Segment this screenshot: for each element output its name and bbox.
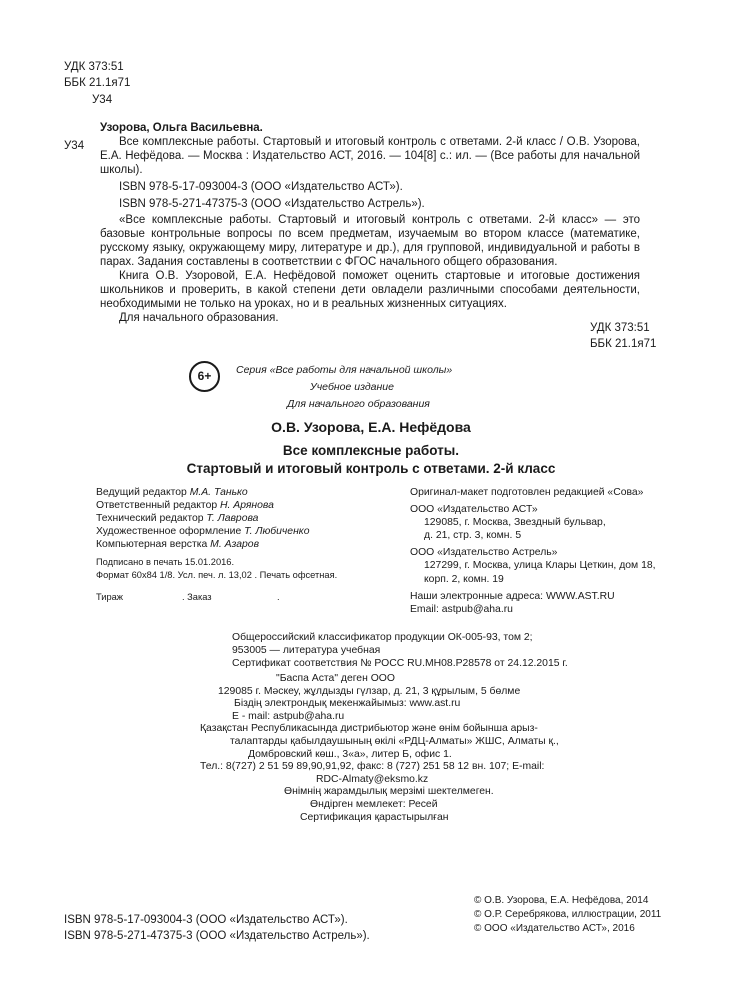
credit-art-design: Художественное оформление Т. Любиченко: [96, 526, 310, 538]
biblio-author-mark: У34: [64, 140, 85, 152]
biblio-description: Все комплексные работы. Стартовый и итоговый контроль с ответами. 2-й класс / О.В. Узорова, Е.А. Нефёдова. — Москва : Издательство АСТ, 2016. — 104[8] с.: ил. — (Все работы для начальной школы).: [100, 135, 640, 176]
kazakh-line: талаптарды қабылдаушының өкілі «РДЦ-Алматы» ЖШС, Алматы қ.,: [230, 735, 559, 747]
age-rating-badge: 6+: [189, 361, 220, 392]
biblio-annotation-3: Для начального образования.: [119, 311, 279, 324]
print-zakaz: . Заказ: [182, 592, 212, 602]
publisher-astrel-address-1: 127299, г. Москва, улица Клары Цеткин, дом 18,: [424, 560, 656, 572]
edition-type: Учебное издание: [310, 381, 394, 393]
publisher-ast-name: ООО «Издательство АСТ»: [410, 504, 538, 516]
kazakh-info-block: [200, 673, 560, 824]
credits-list: [96, 486, 309, 551]
kazakh-line: Тел.: 8(727) 2 51 59 89,90,91,92, факс: 8 (727) 251 58 12 вн. 107; E-mail:: [200, 761, 545, 773]
bibliographic-record: [100, 122, 640, 326]
biblio-isbn-ast: ISBN 978-5-17-093004-3 (ООО «Издательство АСТ»).: [119, 180, 403, 193]
print-tirazh: Тираж: [96, 592, 124, 602]
book-authors: О.В. Узорова, Е.А. Нефёдова: [271, 419, 471, 435]
kazakh-line: "Баспа Аста" деген ООО: [276, 673, 395, 684]
kazakh-line: Өндірген мемлекет: Ресей: [310, 798, 438, 810]
header-udk: УДК 373:51: [64, 61, 124, 73]
audience: Для начального образования: [287, 398, 430, 410]
header-bbk: ББК 21.1я71: [64, 77, 131, 89]
print-signed: Подписано в печать 15.01.2016.: [96, 557, 235, 567]
classifier-line-1: Общероссийский классификатор продукции ОК-005-93, том 2;: [232, 632, 533, 643]
book-title-line-2: Стартовый и итоговый контроль с ответами. 2-й класс: [186, 461, 556, 476]
biblio-annotation-2: Книга О.В. Узоровой, Е.А. Нефёдовой поможет оценить стартовые и итоговые достижения школьников и проверить, в какой степени дети овладели различными способами деятельности, необходимыми не только на уроках, но и в реальных жизненных ситуациях.: [100, 270, 640, 310]
biblio-author: Узорова, Ольга Васильевна.: [100, 122, 263, 134]
header-author-mark: У34: [92, 94, 113, 106]
copyright-publisher: © ООО «Издательство АСТ», 2016: [474, 923, 635, 934]
biblio-udk: УДК 373:51: [590, 322, 650, 334]
publisher-info: [410, 486, 656, 616]
credit-lead-editor: Ведущий редактор М.А. Танько: [96, 487, 248, 498]
publisher-web: Наши электронные адреса: WWW.AST.RU: [410, 590, 615, 602]
kazakh-line: Біздің электрондық мекенжайымыз: www.ast.ru: [234, 698, 461, 710]
credit-layout: Компьютерная верстка М. Азаров: [96, 539, 260, 551]
print-dot: .: [277, 592, 280, 602]
kazakh-line: Қазақстан Республикасында дистрибьютор және өнім бойынша арыз-: [200, 723, 538, 735]
publisher-astrel-name: ООО «Издательство Астрель»: [410, 547, 558, 559]
kazakh-line: Домбровский көш., 3«а», литер Б, офис 1.: [248, 748, 452, 760]
publisher-ast-address-2: д. 21, стр. 3, комн. 5: [424, 530, 522, 542]
biblio-annotation-1: «Все комплексные работы. Стартовый и итоговый контроль с ответами. 2-й класс» — это базовые контрольные вопросы по всем предметам, изучаемым во втором классе (математике, русскому языку, окружающему миру, литературе и др.), для групповой, индивидуальной и работы в парах. Задания составлены в соответствии с ФГОС начального общего образования.: [100, 214, 640, 269]
publisher-ast-address-1: 129085, г. Москва, Звездный бульвар,: [424, 517, 606, 529]
copyright-illustrations: © О.Р. Серебрякова, иллюстрации, 2011: [474, 909, 662, 920]
biblio-isbn-astrel: ISBN 978-5-271-47375-3 (ООО «Издательство Астрель»).: [119, 197, 425, 210]
biblio-bbk: ББК 21.1я71: [590, 338, 657, 350]
classifier-line-2: 953005 — литература учебная: [232, 645, 381, 657]
series-line: Серия «Все работы для начальной школы»: [236, 364, 453, 376]
kazakh-line: Өнімнің жарамдылық мерзімі шектелмеген.: [284, 786, 494, 798]
publisher-astrel-address-2: корп. 2, комн. 19: [424, 573, 504, 585]
credit-responsible-editor: Ответственный редактор Н. Арянова: [96, 500, 274, 512]
kazakh-line: RDC-Almaty@eksmo.kz: [316, 773, 429, 785]
classifier-block: [232, 631, 568, 670]
publisher-email: Email: astpub@aha.ru: [410, 603, 513, 615]
kazakh-line: E - mail: astpub@aha.ru: [232, 710, 345, 722]
footer-isbn-astrel: ISBN 978-5-271-47375-3 (ООО «Издательство Астрель»).: [64, 930, 370, 942]
kazakh-line: 129085 г. Мәскеу, жұлдызды гүлзар, д. 21, 3 құрылым, 5 бөлме: [218, 685, 521, 697]
footer-isbn-ast: ISBN 978-5-17-093004-3 (ООО «Издательство АСТ»).: [64, 914, 348, 926]
classifier-line-3: Сертификат соответствия № РОСС RU.МН08.Р28578 от 24.12.2015 г.: [232, 658, 568, 670]
kazakh-line: Сертификация қарастырылған: [300, 811, 449, 823]
credit-technical-editor: Технический редактор Т. Лаврова: [96, 513, 259, 525]
copyright-authors: © О.В. Узорова, Е.А. Нефёдова, 2014: [474, 895, 649, 906]
print-format: Формат 60x84 1/8. Усл. печ. л. 13,02 . Печать офсетная.: [96, 570, 338, 580]
publisher-maket: Оригинал-макет подготовлен редакцией «Сова»: [410, 487, 644, 498]
book-title-line-1: Все комплексные работы.: [282, 443, 460, 458]
